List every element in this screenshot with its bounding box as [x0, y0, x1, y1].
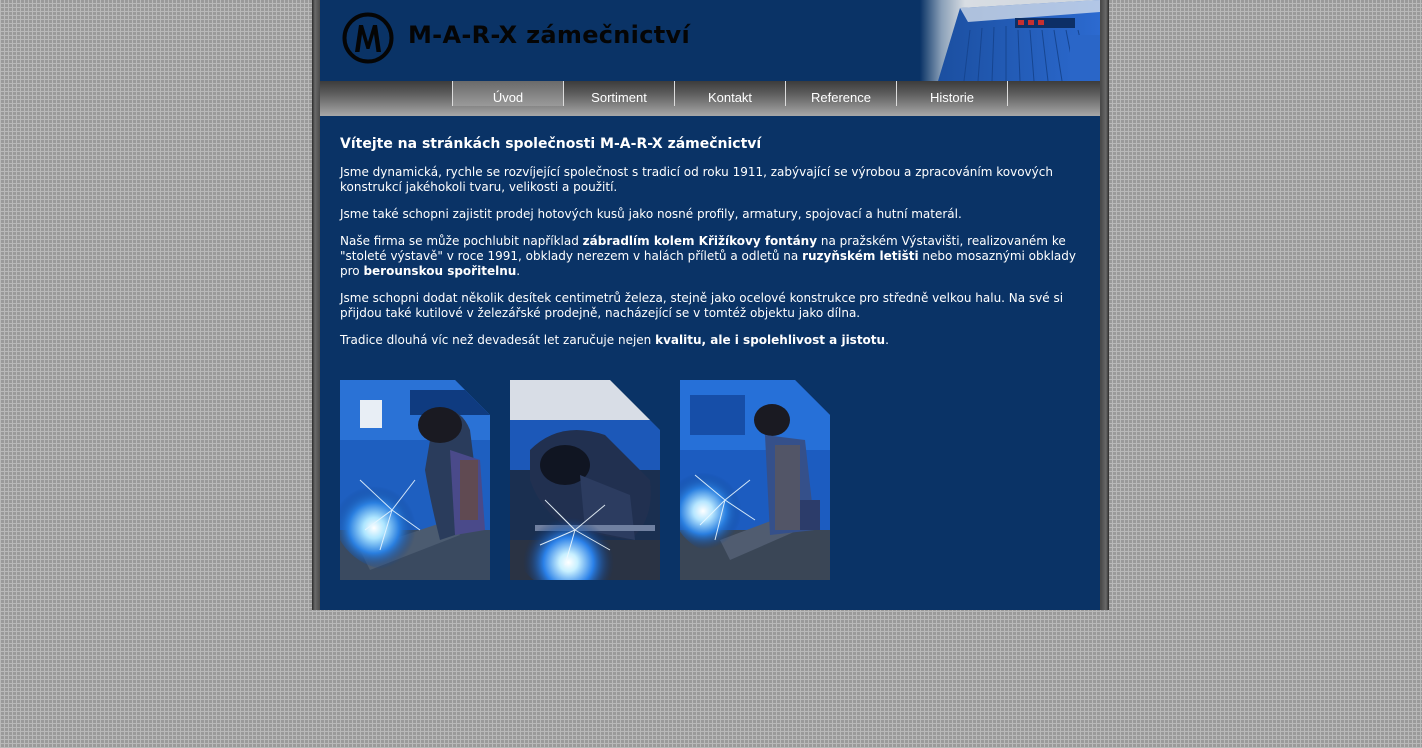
header: [320, 0, 1100, 81]
highlight-fountain: zábradlím kolem Křižíkovy fontány: [582, 234, 818, 248]
nav-item-label: Sortiment: [591, 90, 647, 105]
paragraph-tradition: [340, 333, 1085, 348]
page-container: [320, 0, 1100, 610]
highlight-bank: berounskou spořitelnu: [363, 264, 517, 278]
main-content: [340, 134, 1085, 360]
text-fragment: .: [516, 264, 521, 278]
paragraph-references: [340, 234, 1085, 279]
nav-item-sortiment[interactable]: [563, 81, 674, 106]
nav-item-uvod[interactable]: [452, 81, 563, 106]
nav-item-label: Reference: [811, 90, 871, 105]
highlight-airport: ruzyňském letišti: [802, 249, 919, 263]
main-nav: [320, 81, 1100, 116]
welder-photo-2[interactable]: [510, 380, 660, 580]
nav-item-label: Úvod: [492, 90, 524, 105]
photo-gallery: [340, 380, 840, 580]
welder-photo-1[interactable]: [340, 380, 490, 580]
paragraph-capacity: Jsme schopni dodat několik desítek centimetrů železa, stejně jako ocelové konstrukce pro středně velkou halu. Na své si přijdou také kutilové v železářské prodejně, nacházející se v tomtéž objektu jako dílna.: [340, 291, 1064, 320]
text-fragment: na pražském Výstavišti, realizovaném ke "stoleté výstavě" v roce 1991, obklady nerezem v halách příletů a odletů na: [340, 234, 1066, 263]
text-fragment: .: [885, 333, 889, 347]
marx-logo-icon[interactable]: [342, 12, 394, 64]
nav-item-reference[interactable]: [785, 81, 896, 106]
text-fragment: nebo mosaznými obklady pro: [340, 249, 1076, 278]
paragraph-products: Jsme také schopni zajistit prodej hotových kusů jako nosné profily, armatury, spojovací a hutní materál.: [340, 207, 962, 221]
nav-item-kontakt[interactable]: [674, 81, 785, 106]
highlight-quality: kvalitu, ale i spolehlivost a jistotu: [655, 333, 886, 347]
welder-photo-3[interactable]: [680, 380, 830, 580]
nav-item-historie[interactable]: [896, 81, 1008, 106]
hall-building-photo: [920, 0, 1100, 81]
nav-item-label: Historie: [929, 90, 975, 105]
page-heading: Vítejte na stránkách společnosti M-A-R-X zámečnictví: [340, 136, 762, 152]
nav-item-label: Kontakt: [707, 90, 753, 105]
site-title[interactable]: M-A-R-X zámečnictví: [408, 21, 690, 49]
paragraph-intro: Jsme dynamická, rychle se rozvíjející společnost s tradicí od roku 1911, zabývající se výrobou a zpracováním kovových konstrukcí jakéhokoli tvaru, velikosti a použití.: [340, 165, 1053, 194]
text-fragment: Tradice dlouhá víc než devadesát let zaručuje nejen: [340, 333, 656, 347]
text-fragment: Naše firma se může pochlubit například: [340, 234, 583, 248]
